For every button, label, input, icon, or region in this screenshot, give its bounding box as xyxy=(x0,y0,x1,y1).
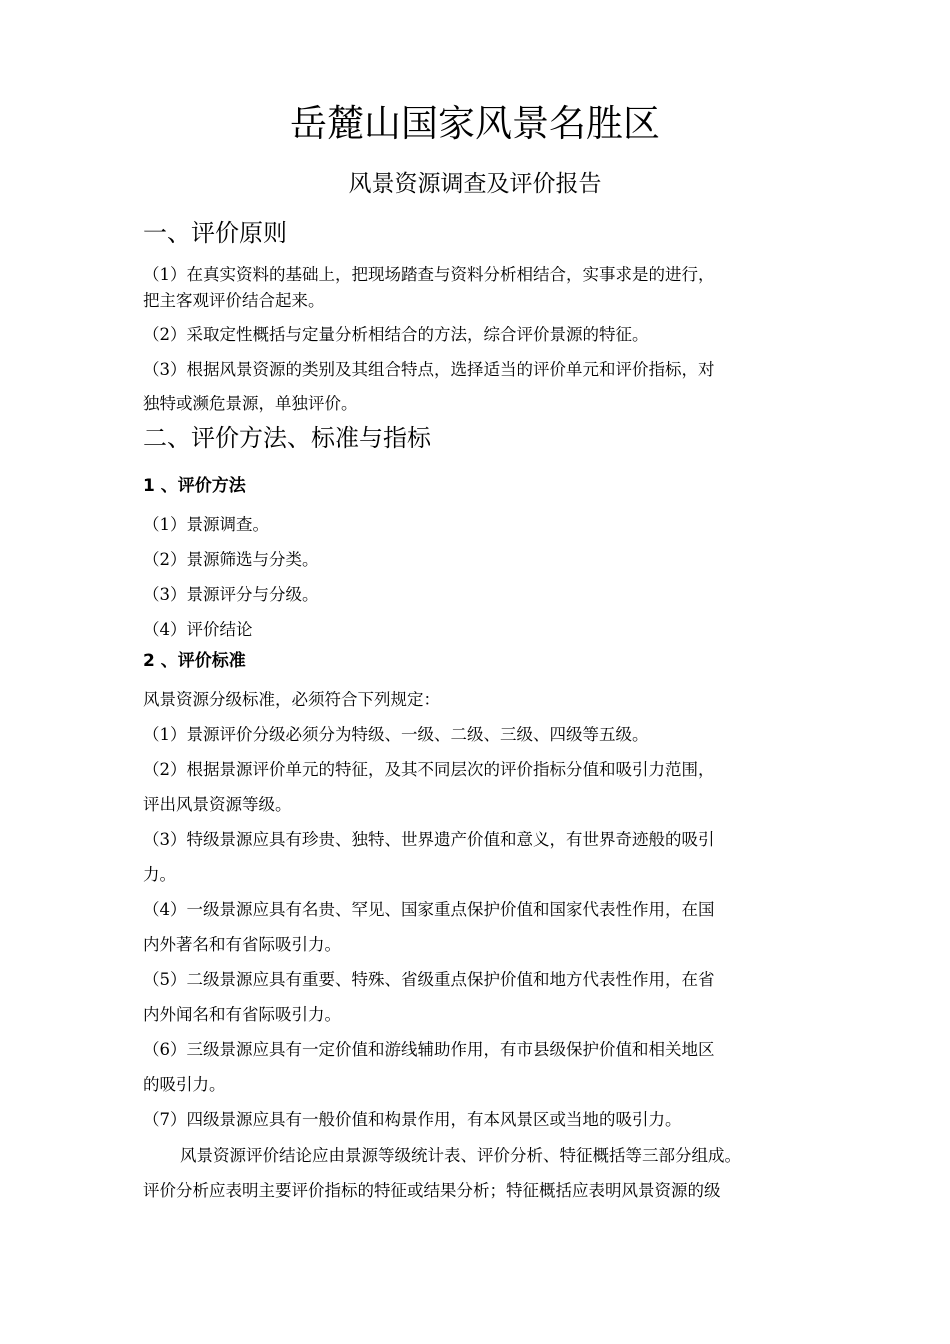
paragraph-line: （2）采取定性概括与定量分析相结合的方法，综合评价景源的特征。 xyxy=(143,325,649,344)
list-item: （4）评价结论 xyxy=(143,620,253,639)
paragraph-line: （4）一级景源应具有名贵、罕见、国家重点保护价值和国家代表性作用，在国 xyxy=(143,900,715,919)
subsection-heading-methods: 1 、评价方法 xyxy=(143,476,246,496)
paragraph-line: 风景资源分级标准，必须符合下列规定： xyxy=(143,690,440,709)
paragraph-line: 风景资源评价结论应由景源等级统计表、评价分析、特征概括等三部分组成。 xyxy=(180,1146,741,1165)
subsection-heading-standards: 2 、评价标准 xyxy=(143,651,246,671)
list-item: （2）景源筛选与分类。 xyxy=(143,550,319,569)
paragraph-line: 评出风景资源等级。 xyxy=(143,795,292,814)
section-heading-principles: 一、评价原则 xyxy=(143,219,287,247)
paragraph-line: 的吸引力。 xyxy=(143,1075,226,1094)
document-subtitle: 风景资源调查及评价报告 xyxy=(348,171,602,197)
paragraph-line: （1）景源评价分级必须分为特级、一级、二级、三级、四级等五级。 xyxy=(143,725,649,744)
paragraph-line: （5）二级景源应具有重要、特殊、省级重点保护价值和地方代表性作用，在省 xyxy=(143,970,715,989)
paragraph-line: （2）根据景源评价单元的特征，及其不同层次的评价指标分值和吸引力范围， xyxy=(143,760,715,779)
paragraph-line: （1）在真实资料的基础上，把现场踏查与资料分析相结合，实事求是的进行， xyxy=(143,265,715,284)
document-title: 岳麓山国家风景名胜区 xyxy=(290,102,660,145)
paragraph-line: （3）根据风景资源的类别及其组合特点，选择适当的评价单元和评价指标，对 xyxy=(143,360,715,379)
section-heading-methods: 二、评价方法、标准与指标 xyxy=(143,424,431,452)
paragraph-line: （3）特级景源应具有珍贵、独特、世界遗产价值和意义，有世界奇迹般的吸引 xyxy=(143,830,715,849)
paragraph-line: （6）三级景源应具有一定价值和游线辅助作用，有市县级保护价值和相关地区 xyxy=(143,1040,715,1059)
list-item: （3）景源评分与分级。 xyxy=(143,585,319,604)
paragraph-line: 内外闻名和有省际吸引力。 xyxy=(143,1005,341,1024)
paragraph-line: 力。 xyxy=(143,865,176,884)
paragraph-line: 独特或濒危景源，单独评价。 xyxy=(143,394,358,413)
paragraph-line: 内外著名和有省际吸引力。 xyxy=(143,935,341,954)
paragraph-line: 把主客观评价结合起来。 xyxy=(143,291,325,310)
paragraph-line: 评价分析应表明主要评价指标的特征或结果分析；特征概括应表明风景资源的级 xyxy=(143,1181,721,1200)
paragraph-line: （7）四级景源应具有一般价值和构景作用，有本风景区或当地的吸引力。 xyxy=(143,1110,682,1129)
list-item: （1）景源调查。 xyxy=(143,515,269,534)
